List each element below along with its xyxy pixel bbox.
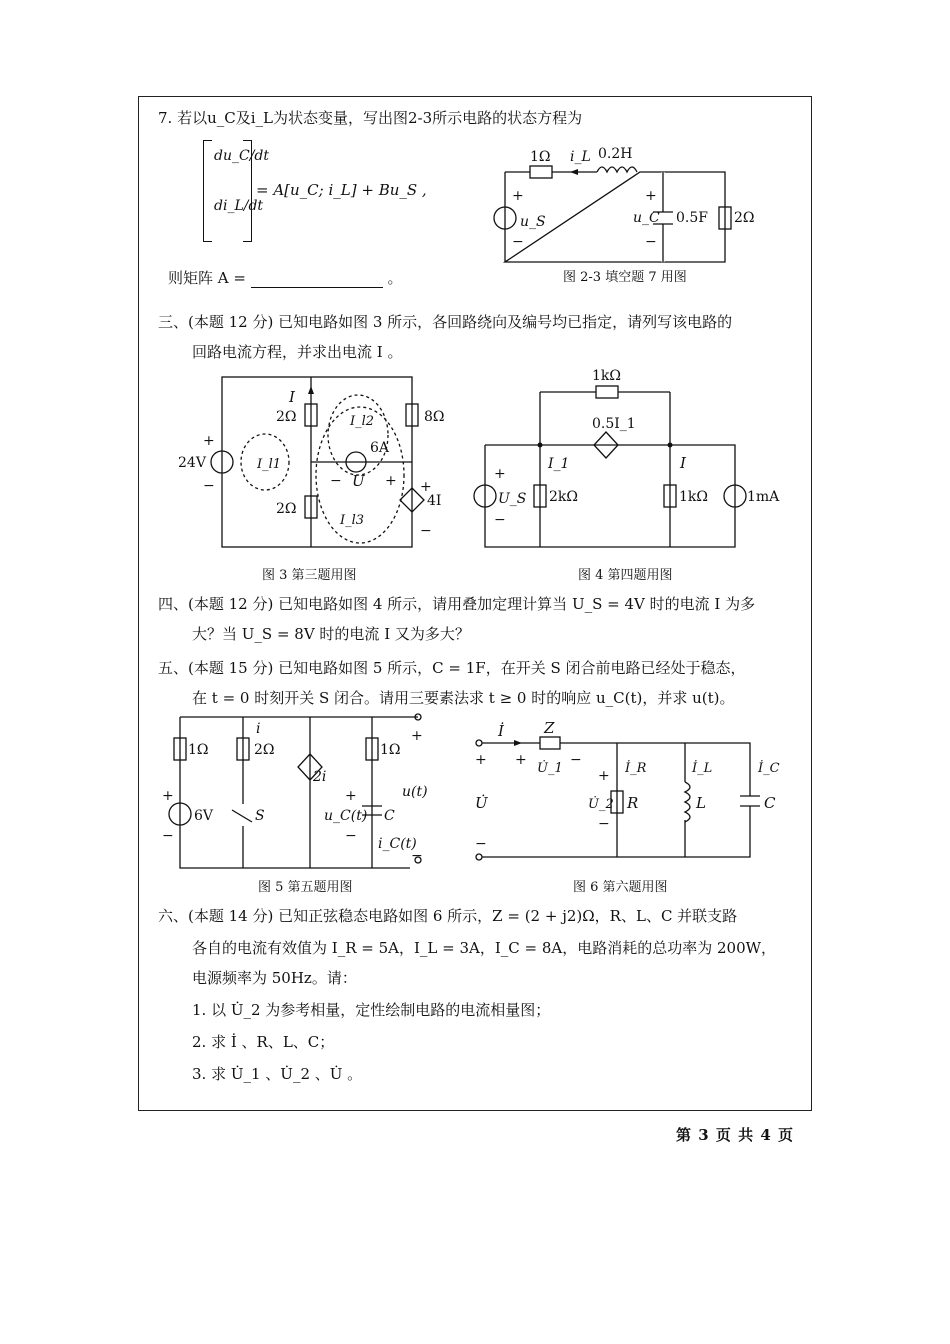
- fig3-il1: I_l1: [257, 457, 282, 472]
- fig4-caption: 图 4 第四题用图: [578, 568, 673, 583]
- q6-item1: 1. 以 U̇_2 为参考相量，定性绘制电路的电流相量图；: [192, 1001, 551, 1019]
- matrix-row-2: di_L/dt: [214, 198, 264, 214]
- fig3-il3: I_l3: [340, 513, 365, 528]
- fig3-U: U: [352, 472, 365, 490]
- fig5-dep: 2i: [313, 769, 327, 785]
- svg-text:+: +: [645, 188, 657, 204]
- fig6-U2: U̇_2: [588, 797, 614, 812]
- fig3-I: I: [289, 388, 295, 406]
- svg-text:+: +: [385, 473, 397, 489]
- svg-text:+: +: [515, 752, 527, 768]
- fig4-src: 1mA: [747, 489, 780, 505]
- fig5-r2: 2Ω: [254, 742, 275, 758]
- svg-text:−: −: [494, 512, 506, 528]
- svg-text:−: −: [330, 473, 342, 489]
- equation-rhs: = A[u_C; i_L] + Bu_S ,: [256, 181, 427, 199]
- fig4-r1k: 1kΩ: [679, 489, 708, 505]
- fig4-I1: I_1: [548, 456, 570, 472]
- svg-text:−: −: [475, 836, 487, 852]
- fig3-il2: I_l2: [350, 414, 375, 429]
- svg-text:−: −: [645, 234, 657, 250]
- fig23-r2: 2Ω: [734, 210, 755, 226]
- q7-answer: 则矩阵 A = 。: [168, 269, 403, 287]
- fig23-c: 0.5F: [676, 210, 708, 226]
- q6-item2: 2. 求 İ 、R、L、C；: [192, 1033, 335, 1051]
- svg-text:−: −: [203, 478, 215, 494]
- fig6-IL: İ_L: [692, 761, 713, 776]
- svg-text:+: +: [203, 433, 215, 449]
- q3-line1: 三、(本题 12 分) 已知电路如图 3 所示，各回路绕向及编号均已指定，请列写该电路的: [158, 313, 733, 331]
- svg-text:−: −: [345, 828, 357, 844]
- fig5-uc: u_C(t): [324, 808, 368, 824]
- svg-text:+: +: [598, 768, 610, 784]
- q5-line1: 五、(本题 15 分) 已知电路如图 5 所示，C = 1F，在开关 S 闭合前电路已经处于稳态，: [158, 659, 746, 677]
- fig4-cccs: 0.5I_1: [592, 416, 636, 432]
- q6-line2: 各自的电流有效值为 I_R = 5A，I_L = 3A，I_C = 8A，电路消耗的总功率为 200W，: [192, 939, 777, 957]
- fig5-r1a: 1Ω: [188, 742, 209, 758]
- fig6-L: L: [696, 794, 706, 812]
- fig6-R: R: [627, 794, 639, 812]
- svg-text:+: +: [494, 466, 506, 482]
- svg-text:−: −: [598, 816, 610, 832]
- fig3-i6: 6A: [370, 440, 390, 456]
- svg-text:−: −: [512, 234, 524, 250]
- fig6-Z: Z: [544, 719, 555, 737]
- fig23-us: u_S: [520, 214, 546, 230]
- fig3-dep: 4I: [427, 493, 442, 509]
- svg-text:+: +: [411, 728, 423, 744]
- fig4-us: U_S: [498, 491, 527, 507]
- svg-text:−: −: [570, 752, 582, 768]
- fig23-uc: u_C: [633, 210, 660, 226]
- fig3-v24: 24V: [178, 455, 206, 471]
- fig3-r8: 8Ω: [424, 409, 445, 425]
- q3-line2: 回路电流方程，并求出电流 I 。: [192, 343, 403, 361]
- fig4-r1k-top: 1kΩ: [592, 368, 621, 384]
- svg-text:−: −: [162, 828, 174, 844]
- fig5-C: C: [384, 808, 395, 824]
- q5-line2: 在 t = 0 时刻开关 S 闭合。请用三要素法求 t ≥ 0 时的响应 u_C(t)，并求 u(t)。: [192, 689, 735, 707]
- svg-text:+: +: [420, 479, 432, 495]
- q7-text: 7. 若以u_C及i_L为状态变量，写出图2-3所示电路的状态方程为: [158, 109, 583, 127]
- fig6-U: U̇: [475, 794, 488, 812]
- q6-line1: 六、(本题 14 分) 已知正弦稳态电路如图 6 所示，Z = (2 + j2)Ω，R、L、C 并联支路: [158, 907, 738, 925]
- fig5-r1b: 1Ω: [380, 742, 401, 758]
- fig6-I: İ: [498, 722, 504, 740]
- fig6-U1: U̇_1: [537, 761, 563, 776]
- q4-line2: 大？当 U_S = 8V 时的电流 I 又为多大？: [192, 625, 470, 643]
- q6-line3: 电源频率为 50Hz。请：: [192, 969, 357, 987]
- svg-text:+: +: [345, 788, 357, 804]
- svg-text:+: +: [475, 752, 487, 768]
- svg-text:−: −: [411, 848, 423, 864]
- fig5-caption: 图 5 第五题用图: [258, 880, 353, 895]
- svg-text:+: +: [162, 788, 174, 804]
- fig3-r2b: 2Ω: [276, 501, 297, 517]
- fig3-r2a: 2Ω: [276, 409, 297, 425]
- fig6-caption: 图 6 第六题用图: [573, 880, 668, 895]
- fig5-ut: u(t): [402, 784, 428, 800]
- svg-text:+: +: [512, 188, 524, 204]
- fig4-I: I: [680, 454, 686, 472]
- fig23-r1: 1Ω: [530, 149, 551, 165]
- svg-text:−: −: [420, 523, 432, 539]
- fig6-IR: İ_R: [625, 761, 647, 776]
- fig5-S: S: [255, 808, 265, 824]
- fig23-il: i_L: [570, 149, 591, 165]
- q4-line1: 四、(本题 12 分) 已知电路如图 4 所示，请用叠加定理计算当 U_S = 4V 时的电流 I 为多: [158, 595, 756, 613]
- fig4-r2k: 2kΩ: [549, 489, 578, 505]
- fig23-caption: 图 2-3 填空题 7 用图: [563, 270, 687, 285]
- matrix-row-1: du_C/dt: [214, 148, 269, 164]
- fig5-ic: i_C(t): [378, 836, 417, 852]
- fig6-C: C: [764, 794, 776, 812]
- q6-item3: 3. 求 U̇_1 、U̇_2 、U̇ 。: [192, 1065, 363, 1083]
- fig23-l: 0.2H: [598, 146, 633, 162]
- fig3-caption: 图 3 第三题用图: [262, 568, 357, 583]
- page-number: 第 3 页 共 4 页: [676, 1126, 794, 1144]
- fig5-i: i: [256, 721, 261, 737]
- fig5-v6: 6V: [194, 808, 214, 824]
- fig6-IC: İ_C: [758, 761, 780, 776]
